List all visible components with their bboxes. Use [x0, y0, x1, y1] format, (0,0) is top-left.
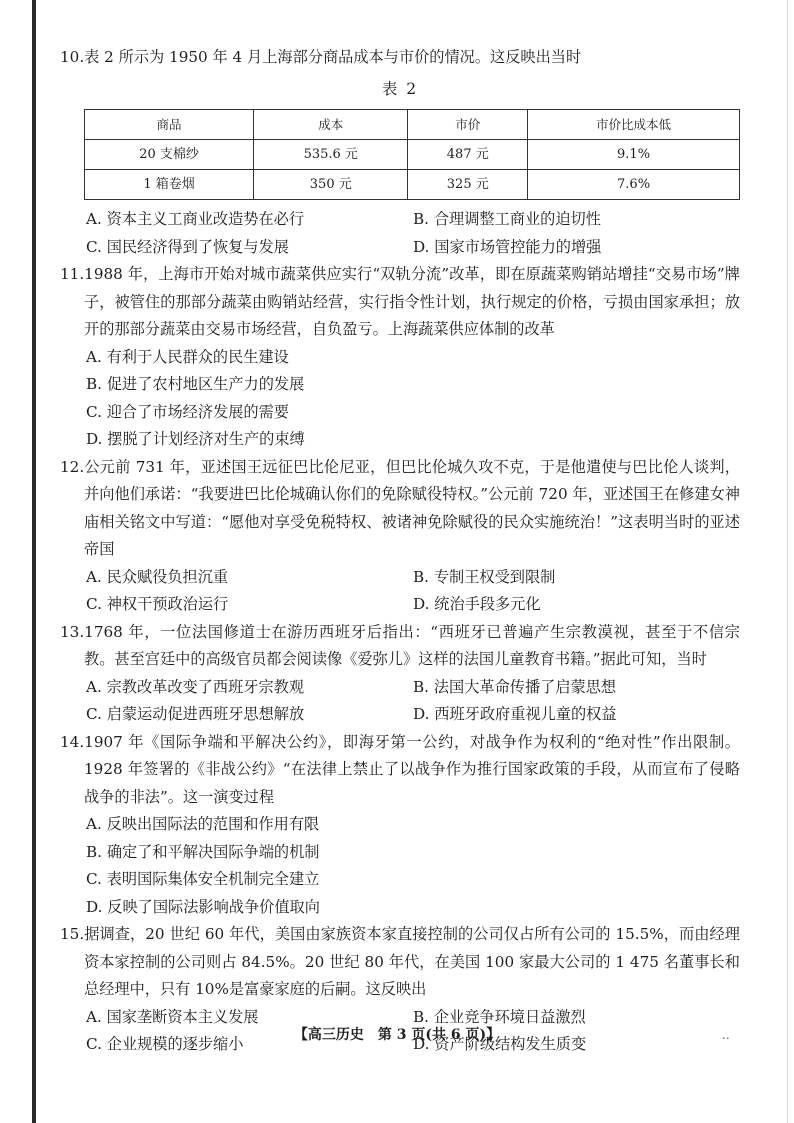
option-a: A. 宗教改革改变了西班牙宗教观	[86, 677, 305, 696]
option-row	[60, 674, 740, 702]
question-stem: 10.表 2 所示为 1950 年 4 月上海部分商品成本与市价的情况。这反映出当时	[60, 48, 582, 66]
question-stem: 13.1768 年，一位法国修道士在游历西班牙后指出：“西班牙已普遍产生宗教漠视，甚至于不信宗教。甚至宫廷中的高级官员都会阅读像《爱弥儿》这样的法国儿童教育书籍。”据此可知，当时	[60, 622, 740, 668]
table-cell: 9.1%	[528, 140, 740, 170]
question-stem: 14.1907 年《国际争端和平解决公约》，即海牙第一公约，对战争作为权利的“绝对性”作出限制。1928 年签署的《非战公约》“在法律上禁止了以战争作为推行国家政策的手段，从而宣布了侵略战争的非法”。这一演变过程	[60, 732, 740, 806]
option-b: B. 企业竞争环境日益激烈	[413, 1007, 586, 1026]
option-d: D. 反映了国际法影响战争价值取向	[86, 897, 320, 916]
exam-page-content	[60, 44, 740, 1059]
table-cell: 1 箱卷烟	[85, 170, 254, 200]
question-13	[60, 619, 740, 729]
option-c: C. 表明国际集体安全机制完全建立	[86, 870, 320, 888]
option-a: A. 国家垄断资本主义发展	[86, 1007, 259, 1026]
option-b: B. 促进了农村地区生产力的发展	[86, 375, 305, 393]
table-row	[85, 170, 740, 200]
table-header-row	[85, 110, 740, 140]
question-11	[60, 261, 740, 454]
price-cost-table	[84, 109, 740, 200]
page-footer: 【高三历史 第 3 页(共 6 页)】	[293, 1027, 501, 1043]
scan-left-edge	[32, 0, 36, 1123]
table-cell: 350 元	[254, 170, 408, 200]
table-cell: 7.6%	[528, 170, 740, 200]
option-d: D. 国家市场管控能力的增强	[413, 237, 602, 256]
option-c: C. 国民经济得到了恢复与发展	[86, 237, 289, 256]
question-12	[60, 454, 740, 619]
option-row	[60, 234, 740, 262]
question-14	[60, 729, 740, 922]
option-c: C. 启蒙运动促进西班牙思想解放	[86, 705, 305, 723]
option-row	[60, 564, 740, 592]
table-cell: 535.6 元	[254, 140, 408, 170]
option-b: B. 专制王权受到限制	[413, 567, 556, 586]
option-b: B. 合理调整工商业的迫切性	[413, 210, 601, 228]
column-header: 商品	[85, 110, 254, 140]
question-stem: 12.公元前 731 年，亚述国王远征巴比伦尼亚，但巴比伦城久攻不克，于是他遣使与巴比伦人谈判，并向他们承诺：“我要进巴比伦城确认你们的免除赋役特权。”公元前 720 年，亚述国王在修建女神庙相关铭文中写道：“愿他对享受免税特权、被诸神免除赋役的民众实施统治！”这表明当时的亚述帝国	[60, 457, 740, 558]
option-b: B. 确定了和平解决国际争端的机制	[86, 842, 320, 861]
question-stem: 15.据调查，20 世纪 60 年代，美国由家族资本家直接控制的公司仅占所有公司的 15.5%，而由经理资本家控制的公司则占 84.5%。20 世纪 80 年代，在美国 100 家最大公司的 1 475 名董事长和总经理中，只有 10%是富豪家庭的后嗣。这反映出	[60, 925, 740, 998]
footer-mark: ..	[722, 1028, 730, 1042]
column-header: 成本	[254, 110, 408, 140]
option-d: D. 统治手段多元化	[413, 595, 541, 613]
option-d: D. 西班牙政府重视儿童的权益	[413, 705, 617, 723]
option-d: D. 资产阶级结构发生质变	[413, 1035, 587, 1053]
option-c: C. 神权干预政治运行	[86, 595, 229, 613]
option-b: B. 法国大革命传播了启蒙思想	[413, 677, 617, 696]
option-a: A. 民众赋役负担沉重	[86, 567, 229, 586]
table-title: 表 2	[381, 79, 419, 98]
option-row	[60, 701, 740, 729]
table-cell: 325 元	[408, 170, 528, 200]
option-row	[60, 591, 740, 619]
option-c: C. 迎合了市场经济发展的需要	[86, 402, 289, 421]
table-cell: 487 元	[408, 140, 528, 170]
table-cell: 20 支棉纱	[85, 140, 254, 170]
column-header: 市价	[408, 110, 528, 140]
option-a: A. 有利于人民群众的民生建设	[86, 347, 289, 366]
question-stem: 11.1988 年，上海市开始对城市蔬菜供应实行“双轨分流”改革，即在原蔬菜购销站增挂“交易市场”牌子，被管住的那部分蔬菜由购销站经营，实行指令性计划，执行规定的价格，亏损由国家承担；放开的那部分蔬菜由交易市场经营，自负盈亏。上海蔬菜供应体制的改革	[60, 265, 740, 338]
option-a: A. 反映出国际法的范围和作用有限	[86, 815, 320, 833]
option-d: D. 摆脱了计划经济对生产的束缚	[86, 430, 305, 448]
option-row	[60, 206, 740, 234]
column-header: 市价比成本低	[528, 110, 740, 140]
scan-right-edge	[787, 0, 788, 1123]
option-c: C. 企业规模的逐步缩小	[86, 1035, 244, 1053]
option-a: A. 资本主义工商业改造势在必行	[86, 210, 305, 228]
question-10	[60, 44, 740, 261]
table-row	[85, 140, 740, 170]
